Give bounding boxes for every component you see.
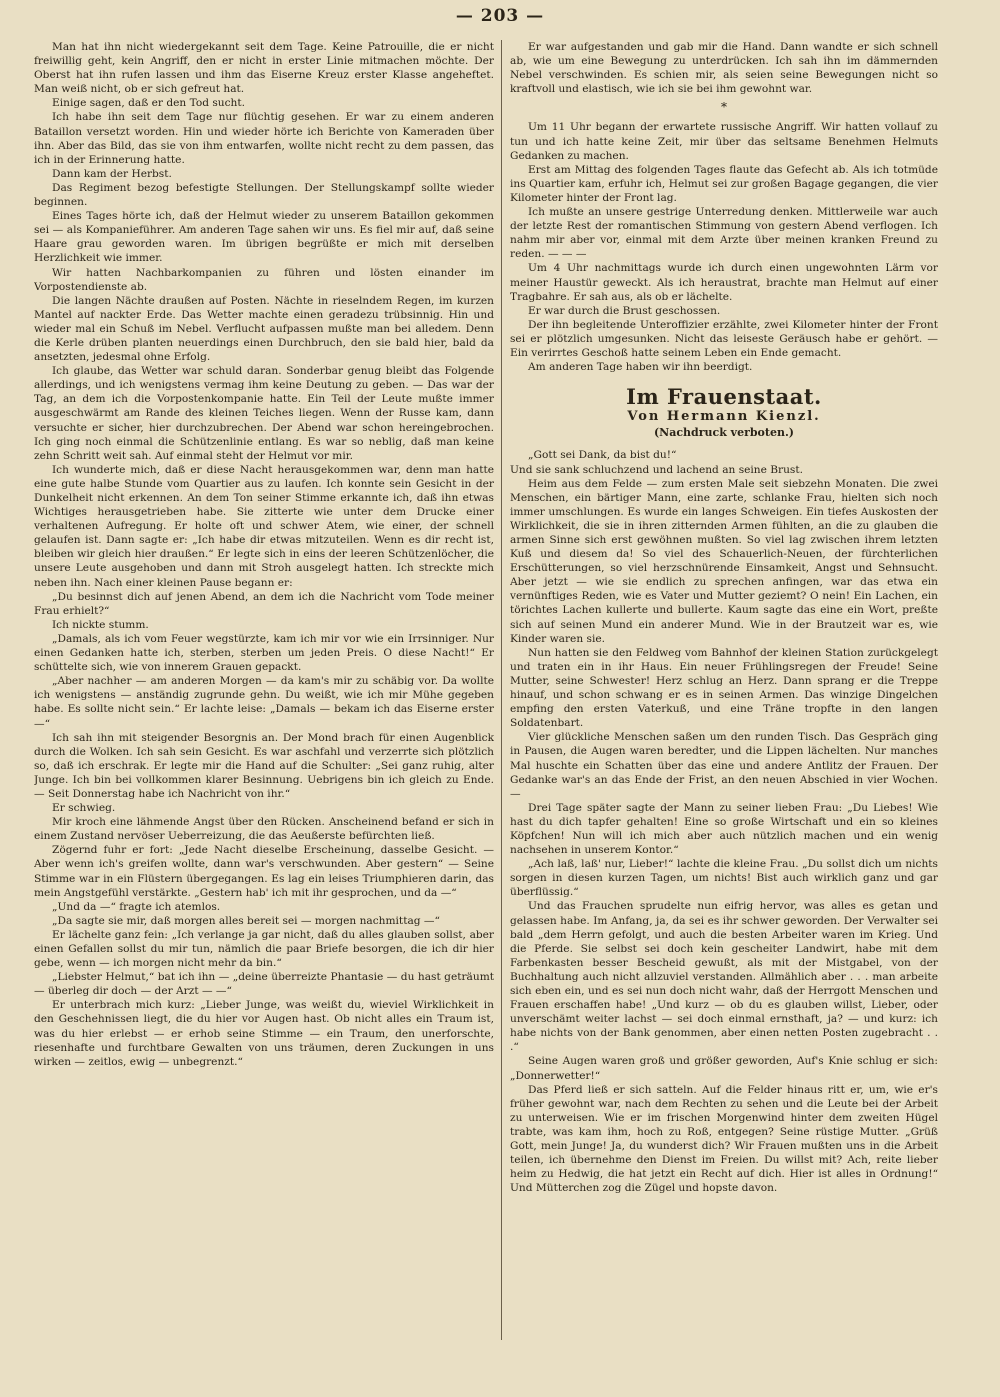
left-column bbox=[34, 40, 494, 1390]
paragraph: Man hat ihn nicht wiedergekannt seit dem Tage. Keine Patrouille, die er nicht freiwillig geht, kein Angriff, den er nicht in erster Linie mitmachen möchte. Der Oberst hat ihn rufen lassen und ihm das Eiserne Kreuz erster Klasse angeheftet. Man weiß nicht, ob er sich gefreut hat. bbox=[34, 41, 494, 96]
paragraph: Er schwieg. bbox=[52, 802, 116, 815]
paragraph: „Liebster Helmut,“ bat ich ihn — „deine überreizte Phantasie — du hast geträumt — überleg dir doch — der Arzt — —“ bbox=[34, 971, 494, 998]
paragraph: „Damals, als ich vom Feuer wegstürzte, kam ich mir vor wie ein Irrsinniger. Nur einen Gedanken hatte ich, sterben, sterben um jeden Preis. O diese Nacht!“ Er schüttelte sich, wie von innerem Grauen gepackt. bbox=[34, 632, 494, 674]
paragraph: Einige sagen, daß er den Tod sucht. bbox=[52, 97, 246, 110]
article-byline: Von Hermann Kienzl. bbox=[627, 409, 821, 425]
paragraph: „Und da —“ fragte ich atemlos. bbox=[52, 900, 221, 913]
paragraph: „Da sagte sie mir, daß morgen alles bereit sei — morgen nachmittag —“ bbox=[52, 914, 440, 927]
paragraph: Ich glaube, das Wetter war schuld daran. Sonderbar genug bleibt das Folgende allerdings, und ich wenigstens vermag ihm keine Deutung zu geben. — Das war der Tag, an dem ich die Vorpostenkompanie hatte. Ein Teil der Leute mußte immer ausgeschwärmt am Rande des kleinen Teiches liegen. Wenn der Russe kam, dann versuchte er sicher, hier durchzubrechen. Der Abend war schon hereingebrochen. Ich ging noch einmal die Schützenlinie entlang. Es war so neblig, daß man keine zehn Schritt weit sah. Auf einmal steht der Helmut vor mir. bbox=[34, 365, 494, 462]
paragraph: Dann kam der Herbst. bbox=[52, 167, 172, 180]
paragraph: Heim aus dem Felde — zum ersten Male seit siebzehn Monaten. Die zwei Menschen, ein bärtiger Mann, eine zarte, schlanke Frau, hielten sich noch immer umschlungen. Es wurde ein langes Schweigen. Ein tiefes Auskosten der Wirklichkeit, die sie in ihren zitternden Armen fühlten, an die zu glauben die armen Sinne sich erst gewöhnen mußten. So viel lag zwischen ihrem letzten Kuß und diesem da! So viel des Schauerlich-Neuen, der fürchterlichen Erschütterungen, so viel herzschnürende Einsamkeit, Angst und Sehnsucht. Aber jetzt — wie sie endlich zu sprechen anfingen, war das etwa ein vernünftiges Reden, wie es Vater und Mutter geziemt? O nein! Ein Lachen, ein törichtes Lachen kullerte und bullerte. Kaum sagte das eine ein Wort, preßte sich auf seinen Mund ein anderer Mund. Wie in der Brautzeit war es, wie Kinder waren sie. bbox=[510, 477, 938, 645]
paragraph: Am anderen Tage haben wir ihn beerdigt. bbox=[528, 361, 753, 374]
paragraph: Erst am Mittag des folgenden Tages flaute das Gefecht ab. Als ich totmüde ins Quartier kam, erfuhr ich, Helmut sei zur großen Bagage gegangen, die vier Kilometer hinter der Front lag. bbox=[510, 163, 938, 204]
section-separator: * bbox=[721, 100, 727, 115]
paragraph: Um 11 Uhr begann der erwartete russische Angriff. Wir hatten vollauf zu tun und ich hatte keine Zeit, mir über das seltsame Benehmen Helmuts Gedanken zu machen. bbox=[510, 121, 938, 162]
paragraph: Vier glückliche Menschen saßen um den runden Tisch. Das Gespräch ging in Pausen, die Augen waren beredter, und die Lippen lächelten. Nur manches Mal huschte ein Schatten über das eine und andere Antlitz der Frauen. Der Gedanke war's an das Ende der Frist, an den neuen Abschied in vier Wochen. — bbox=[510, 731, 938, 800]
paragraph: Ich sah ihn mit steigender Besorgnis an. Der Mond brach für einen Augenblick durch die Wolken. Ich sah sein Gesicht. Es war aschfahl und verzerrte sich plötzlich so, daß ich erschrak. Er legte mir die Hand auf die Schulter: „Sei ganz ruhig, alter Junge. Ich bin bei vollkommen klarer Besinnung. Uebrigens bin ich gleich zu Ende. — Seit Donnerstag habe ich Nachricht von ihr.“ bbox=[34, 731, 494, 800]
column-divider bbox=[501, 40, 502, 1340]
paragraph: Seine Augen waren groß und größer geworden, Auf's Knie schlug er sich: „Donnerwetter!“ bbox=[510, 1055, 938, 1082]
paragraph: Nun hatten sie den Feldweg vom Bahnhof der kleinen Station zurückgelegt und traten ein in ihr Haus. Ein neuer Frühlingsregen der Freude! Seine Mutter, seine Schwester! Herz schlug an Herz. Dann sprang er die Treppe hinauf, und schon schwang er es in seinen Armen. Das winzige Dingelchen empfing den ersten Vaterkuß, und eine Träne tropfte in den langen Soldatenbart. bbox=[510, 646, 938, 730]
paragraph: Und das Frauchen sprudelte nun eifrig hervor, was alles es getan und gelassen habe. Im Anfang, ja, da sei es ihr schwer geworden. Der Verwalter sei bald „dem Herrn gefolgt, und auch die besten Arbeiter waren im Krieg. Und die Pferde. Sie selbst sei doch kein gescheiter Landwirt, habe mit dem Farbenkasten besser Bescheid gewußt, als mit der Mistgabel, von der Buchhaltung auch nicht allzuviel verstanden. Allmählich aber . . . man arbeite sich eben ein, und es sei nun doch nicht wahr, daß der Herrgott Menschen und Frauen erschaffen habe! „Und kurz — ob du es glauben willst, Lieber, oder unverschämt weiter lachst — sei doch einmal ernsthaft, ja? — und kurz: ich habe nichts von der Bank genommen, aber einen netten Posten zugebracht . . .“ bbox=[510, 900, 938, 1054]
paragraph: Ich nickte stumm. bbox=[52, 618, 149, 631]
paragraph: Die langen Nächte draußen auf Posten. Nächte in rieselndem Regen, im kurzen Mantel auf nackter Erde. Das Wetter machte einen geradezu trübsinnig. Hin und wieder mal ein Schuß im Nebel. Verflucht aufpassen mußte man bei alledem. Denn die Kerle drüben planten neuerdings einen Durchbruch, den sie bald hier, bald da ansetzten, jedesmal ohne Erfolg. bbox=[34, 294, 494, 364]
paragraph: Er war aufgestanden und gab mir die Hand. Dann wandte er sich schnell ab, wie um eine Bewegung zu unterdrücken. Ich sah ihn im dämmernden Nebel verschwinden. Es schien mir, als seien seine Bewegungen nicht so kraftvoll und elastisch, wie ich sie bei ihm gewohnt war. bbox=[510, 41, 938, 96]
paragraph: Ich habe ihn seit dem Tage nur flüchtig gesehen. Er war zu einem anderen Bataillon versetzt worden. Hin und wieder hörte ich Berichte von Kameraden über ihn. Aber das Bild, das sie von ihm entwarfen, wollte nicht recht zu dem passen, das ich in der Erinnerung hatte. bbox=[34, 111, 494, 166]
paragraph: Das Regiment bezog befestigte Stellungen. Der Stellungskampf sollte wieder beginnen. bbox=[34, 181, 494, 209]
page-number: — 203 — bbox=[455, 6, 545, 26]
paragraph: Ich wunderte mich, daß er diese Nacht herausgekommen war, denn man hatte eine gute halbe Stunde vom Quartier aus zu laufen. Ich konnte sein Gesicht in der Dunkelheit nicht erkennen. An dem Ton seiner Stimme erkannte ich, daß ihn etwas Wichtiges herausgetrieben habe. Sie zitterte wie unter dem Drucke einer verhaltenen Aufregung. Er holte oft und schwer Atem, wie einer, der schnell gelaufen ist. Dann sagte er: „Ich habe dir etwas mitzuteilen. Wenn es dir recht ist, bleiben wir gleich hier draußen.“ Er legte sich in eins der leeren Schützenlöcher, die unsere Leute ausgehoben und dann mit Stroh ausgelegt hatten. Ich streckte mich neben ihn. Nach einer kleinen Pause begann er: bbox=[34, 463, 494, 589]
paragraph: Zögernd fuhr er fort: „Jede Nacht dieselbe Erscheinung, dasselbe Gesicht. — Aber wenn ich's greifen wollte, dann war's verschwunden. Aber gestern“ — Seine Stimme war in ein Flüstern übergegangen. Es lag ein leises Triumphieren darin, das mein Angstgefühl verstärkte. „Gestern hab' ich mit ihr gesprochen, und da —“ bbox=[34, 844, 494, 899]
paragraph: Um 4 Uhr nachmittags wurde ich durch einen ungewohnten Lärm vor meiner Haustür geweckt. Als ich heraustrat, brachte man Helmut auf einer Tragbahre. Er sah aus, als ob er lächelte. bbox=[510, 262, 938, 303]
paragraph: Ich mußte an unsere gestrige Unterredung denken. Mittlerweile war auch der letzte Rest der romantischen Stimmung von gestern Abend verflogen. Ich nahm mir aber vor, einmal mit dem Arzte über meinen kranken Freund zu reden. — — — bbox=[510, 206, 938, 261]
paragraph: Er unterbrach mich kurz: „Lieber Junge, was weißt du, wieviel Wirklichkeit in den Geschehnissen liegt, die du hier vor Augen hast. Ob nicht alles ein Traum ist, was du hier erlebst — er erhob seine Stimme — ein Traum, den unerforschte, riesenhafte und furchtbare Gewalten von uns träumen, deren Zuckungen in uns wirken — zeitlos, ewig — unbegrenzt.“ bbox=[34, 999, 494, 1068]
paragraph: Drei Tage später sagte der Mann zu seiner lieben Frau: „Du Liebes! Wie hast du dich tapfer gehalten! Eine so große Wirtschaft und ein so kleines Köpfchen! Nun will ich mich aber auch nützlich machen und ein wenig nachsehen in unserem Kontor.“ bbox=[510, 801, 938, 857]
paragraph: Er lächelte ganz fein: „Ich verlange ja gar nicht, daß du alles glauben sollst, aber einen Gefallen sollst du mir tun, nämlich die paar Briefe besorgen, die ich dir hier gebe, wenn — ich morgen nicht mehr da bin.“ bbox=[34, 928, 494, 970]
paragraph: „Gott sei Dank, da bist du!“ bbox=[528, 449, 677, 462]
paragraph: Mir kroch eine lähmende Angst über den Rücken. Anscheinend befand er sich in einem Zustand nervöser Ueberreizung, die das Aeußerste befürchten ließ. bbox=[34, 816, 494, 843]
paragraph: „Du besinnst dich auf jenen Abend, an dem ich die Nachricht vom Tode meiner Frau erhielt?“ bbox=[34, 590, 494, 617]
reprint-notice: (Nachdruck verboten.) bbox=[653, 426, 795, 440]
paragraph: Der ihn begleitende Unteroffizier erzählte, zwei Kilometer hinter der Front sei er plötzlich umgesunken. Nicht das leiseste Geräusch habe er gehört. — Ein verirrtes Geschoß hatte seinem Leben ein Ende gemacht. bbox=[510, 318, 938, 359]
paragraph: „Aber nachher — am anderen Morgen — da kam's mir zu schäbig vor. Da wollte ich wenigstens — anständig zugrunde gehn. Du weißt, wie ich mir Mühe gegeben habe. Es sollte nicht sein.“ Er lachte leise: „Damals — bekam ich das Eiserne erster —“ bbox=[34, 675, 494, 730]
paragraph: „Ach laß, laß' nur, Lieber!“ lachte die kleine Frau. „Du sollst dich um nichts sorgen in diesen kurzen Tagen, um nichts! Bist auch wirklich ganz und gar überflüssig.“ bbox=[510, 858, 938, 899]
paragraph: Eines Tages hörte ich, daß der Helmut wieder zu unserem Bataillon gekommen sei — als Kompanieführer. Am anderen Tage sahen wir uns. Es fiel mir auf, daß seine Haare grau geworden waren. Im übrigen begrüßte er mich mit derselben Herzlichkeit wie immer. bbox=[34, 210, 494, 265]
paragraph: Wir hatten Nachbarkompanien zu führen und lösten einander im Vorpostendienste ab. bbox=[34, 266, 494, 293]
paragraph: Das Pferd ließ er sich satteln. Auf die Felder hinaus ritt er, um, wie er's früher gewohnt war, nach dem Rechten zu sehen und die Leute bei der Arbeit zu unterweisen. Wie er im frischen Morgenwind hinter dem zweiten Hügel trabte, was kam ihm, hoch zu Roß, entgegen? Seine rüstige Mutter. „Grüß Gott, mein Junge! Ja, du wunderst dich? Wir Frauen mußten uns in die Arbeit teilen, ich übernehme den Dienst im Freien. Du willst mit? Ach, reite lieber heim zu Hedwig, die hat jetzt ein Recht auf dich. Hier ist alles in Ordnung!“ Und Mütterchen zog die Zügel und hopste davon. bbox=[510, 1083, 938, 1195]
paragraph: Er war durch die Brust geschossen. bbox=[528, 304, 721, 317]
article-title: Im Frauenstaat. bbox=[626, 384, 822, 410]
paragraph: Und sie sank schluchzend und lachend an seine Brust. bbox=[510, 463, 803, 476]
right-column bbox=[510, 40, 938, 1390]
